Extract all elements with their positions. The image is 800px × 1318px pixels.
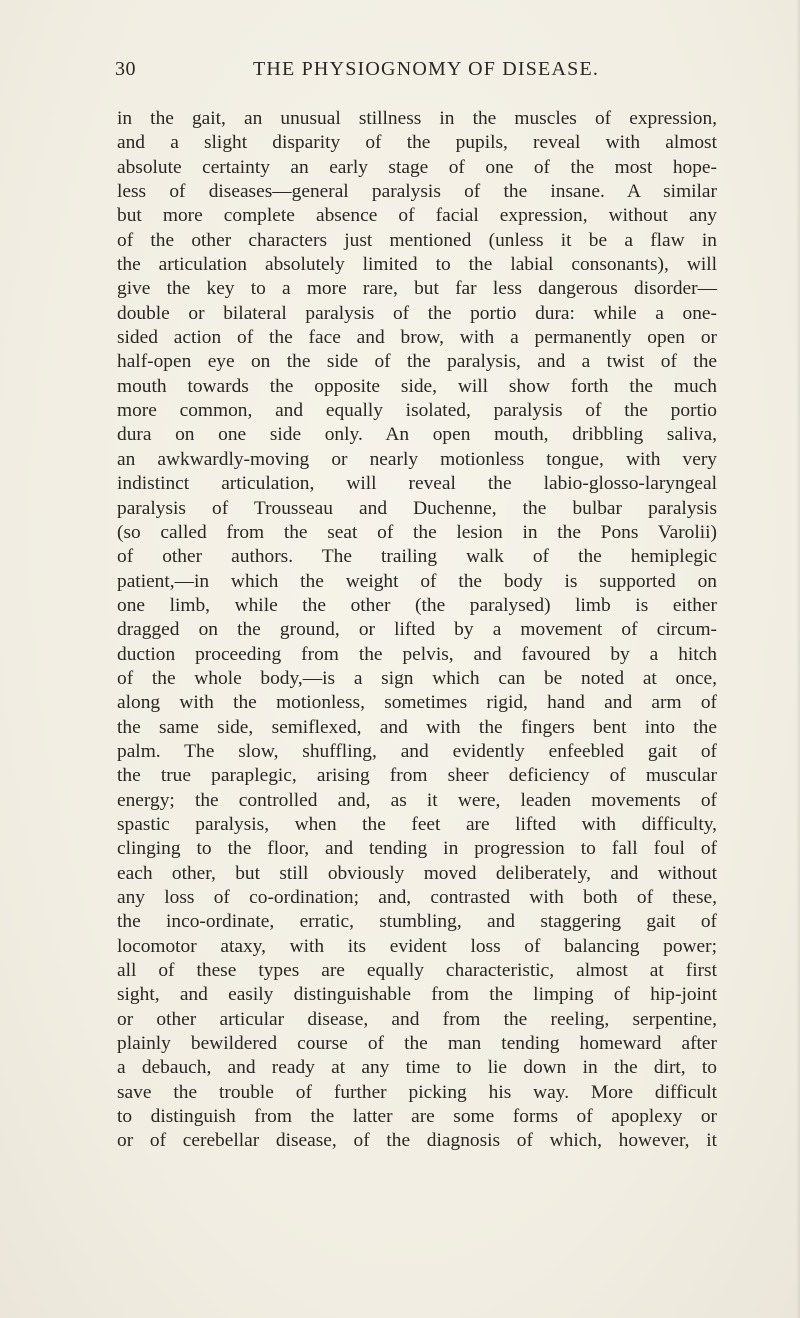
running-head: THE PHYSIOGNOMY OF DISEASE. xyxy=(252,58,600,80)
text-line: one limb, while the other (the paralysed) limb is either xyxy=(117,594,717,616)
text-line: along with the motionless, sometimes rigid, hand and arm of xyxy=(117,692,717,714)
text-line: less of diseases—general paralysis of the insane. A similar xyxy=(117,181,717,203)
text-line: all of these types are equally characteristic, almost at first xyxy=(117,960,717,982)
text-line: give the key to a more rare, but far less dangerous disorder— xyxy=(117,278,717,300)
text-line: the inco-ordinate, erratic, stumbling, and staggering gait of xyxy=(117,911,717,933)
text-line: double or bilateral paralysis of the portio dura: while a one- xyxy=(117,302,717,324)
text-line: to distinguish from the latter are some forms of apoplexy or xyxy=(117,1106,717,1128)
text-line: patient,—in which the weight of the body is supported on xyxy=(117,570,717,592)
text-line: in the gait, an unusual stillness in the muscles of expression, xyxy=(117,108,717,129)
text-line: mouth towards the opposite side, will show forth the much xyxy=(117,375,717,397)
text-line: the articulation absolutely limited to the labial consonants), will xyxy=(117,254,717,276)
text-line: locomotor ataxy, with its evident loss of balancing power; xyxy=(117,935,717,957)
text-line: indistinct articulation, will reveal the labio-glosso-laryngeal xyxy=(117,473,717,495)
text-line: duction proceeding from the pelvis, and favoured by a hitch xyxy=(117,643,717,665)
text-line: any loss of co-ordination; and, contrasted with both of these, xyxy=(117,887,717,908)
text-line: paralysis of Trousseau and Duchenne, the bulbar paralysis xyxy=(117,497,717,519)
text-line: sight, and easily distinguishable from the limping of hip-joint xyxy=(117,984,717,1006)
page-header xyxy=(115,58,717,88)
text-line: dura on one side only. An open mouth, dribbling saliva, xyxy=(117,424,717,446)
text-line: of the other characters just mentioned (unless it be a flaw in xyxy=(117,229,717,251)
text-line: and a slight disparity of the pupils, reveal with almost xyxy=(117,132,717,154)
text-line: spastic paralysis, when the feet are lifted with difficulty, xyxy=(117,813,717,835)
text-line: a debauch, and ready at any time to lie down in the dirt, to xyxy=(117,1057,717,1079)
text-line: or of cerebellar disease, of the diagnosis of which, however, it xyxy=(117,1130,717,1152)
text-line: dragged on the ground, or lifted by a movement of circum- xyxy=(117,619,717,641)
page-number: 30 xyxy=(115,58,136,80)
text-line: or other articular disease, and from the reeling, serpentine, xyxy=(117,1008,717,1030)
text-line: sided action of the face and brow, with a permanently open or xyxy=(117,327,717,349)
text-line: more common, and equally isolated, paralysis of the portio xyxy=(117,400,717,422)
text-line: save the trouble of further picking his way. More difficult xyxy=(117,1081,717,1103)
text-line: half-open eye on the side of the paralysis, and a twist of the xyxy=(117,351,717,373)
body-text xyxy=(117,107,717,1154)
text-line: absolute certainty an early stage of one of the most hope- xyxy=(117,156,717,178)
text-line: of the whole body,—is a sign which can be noted at once, xyxy=(117,667,717,689)
page-edge-shadow xyxy=(796,0,800,1318)
text-line: (so called from the seat of the lesion in the Pons Varolii) xyxy=(117,521,717,543)
text-line: clinging to the floor, and tending in progression to fall foul of xyxy=(117,838,717,860)
text-line: energy; the controlled and, as it were, leaden movements of xyxy=(117,789,717,811)
text-line: the true paraplegic, arising from sheer deficiency of muscular xyxy=(117,765,717,787)
text-line: an awkwardly-moving or nearly motionless tongue, with very xyxy=(117,448,717,470)
text-line: but more complete absence of facial expression, without any xyxy=(117,205,717,227)
text-line: palm. The slow, shuffling, and evidently enfeebled gait of xyxy=(117,740,717,762)
text-line: plainly bewildered course of the man tending homeward after xyxy=(117,1033,717,1055)
text-line: of other authors. The trailing walk of the hemiplegic xyxy=(117,546,717,568)
text-line: the same side, semiflexed, and with the fingers bent into the xyxy=(117,716,717,738)
text-line: each other, but still obviously moved deliberately, and without xyxy=(117,862,717,884)
